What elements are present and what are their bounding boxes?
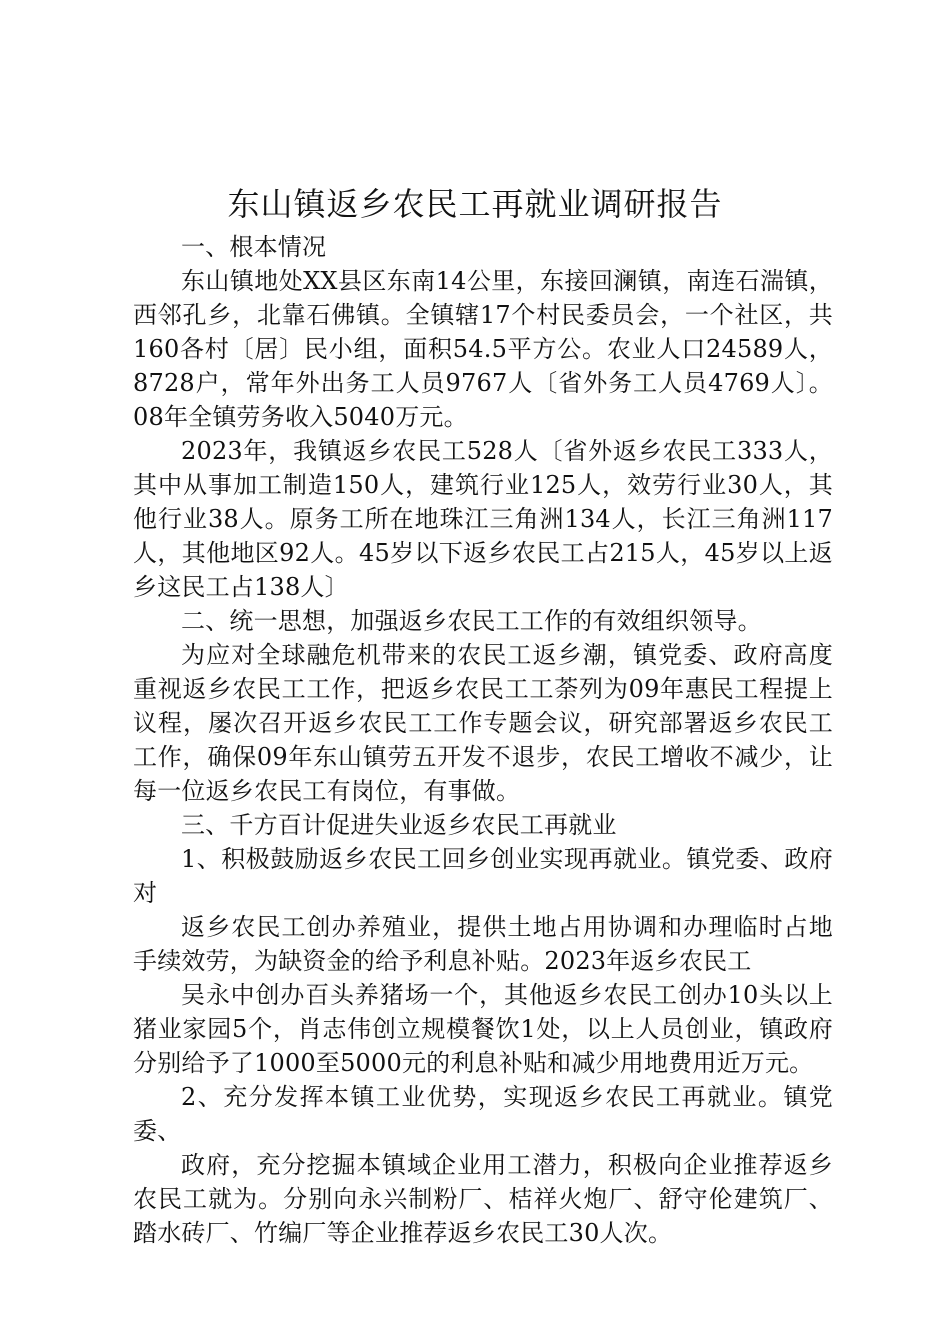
paragraph-town-overview: 东山镇地处XX县区东南14公里，东接回澜镇，南连石湍镇，西邻孔乡，北靠石佛镇。全镇辖17个村民委员会，一个社区，共160各村〔居〕民小组，面积54.5平方公。农业人口24589人，8728户，常年外出务工人员9767人〔省外务工人员4769人〕。08年全镇劳务收入5040万元。	[133, 267, 833, 431]
paragraph-entrepreneurship-support: 返乡农民工创办养殖业，提供土地占用协调和办理临时占地手续效劳，为缺资金的给予利息补贴。2023年返乡农民工	[133, 913, 833, 975]
paragraph-entrepreneurship-point: 1、积极鼓励返乡农民工回乡创业实现再就业。镇党委、政府对	[133, 845, 833, 907]
document-body	[133, 230, 833, 1250]
document-title: 东山镇返乡农民工再就业调研报告	[227, 185, 723, 223]
section-heading-reemployment: 三、千方百计促进失业返乡农民工再就业	[181, 811, 617, 839]
section-heading-basic-situation: 一、根本情况	[181, 233, 327, 261]
paragraph-industry-recommendations: 政府，充分挖掘本镇域企业用工潜力，积极向企业推荐返乡农民工就为。分别向永兴制粉厂、桔祥火炮厂、舒守伦建筑厂、踏水砖厂、竹编厂等企业推荐返乡农民工30人次。	[133, 1151, 833, 1247]
paragraph-industry-point: 2、充分发挥本镇工业优势，实现返乡农民工再就业。镇党委、	[133, 1083, 833, 1145]
paragraph-leadership-measures: 为应对全球融危机带来的农民工返乡潮，镇党委、政府高度重视返乡农民工工作，把返乡农民工工荼列为09年惠民工程提上议程，屡次召开返乡农民工工作专题会议，研究部署返乡农民工工作，确保09年东山镇劳五开发不退步，农民工增收不减少，让每一位返乡农民工有岗位，有事做。	[133, 641, 833, 805]
paragraph-entrepreneurship-cases: 吴永中创办百头养猪场一个，其他返乡农民工创办10头以上猪业家园5个，肖志伟创立规模餐饮1处，以上人员创业，镇政府分别给予了1000至5000元的利息补贴和减少用地费用近万元。	[133, 981, 833, 1077]
section-heading-leadership: 二、统一思想，加强返乡农民工工作的有效组织领导。	[181, 607, 762, 635]
paragraph-returning-workers-stats: 2023年，我镇返乡农民工528人〔省外返乡农民工333人，其中从事加工制造150人，建筑行业125人，效劳行业30人，其他行业38人。原务工所在地珠江三角洲134人，长江三角洲117人，其他地区92人。45岁以下返乡农民工占215人，45岁以上返乡这民工占138人〕	[133, 437, 833, 601]
